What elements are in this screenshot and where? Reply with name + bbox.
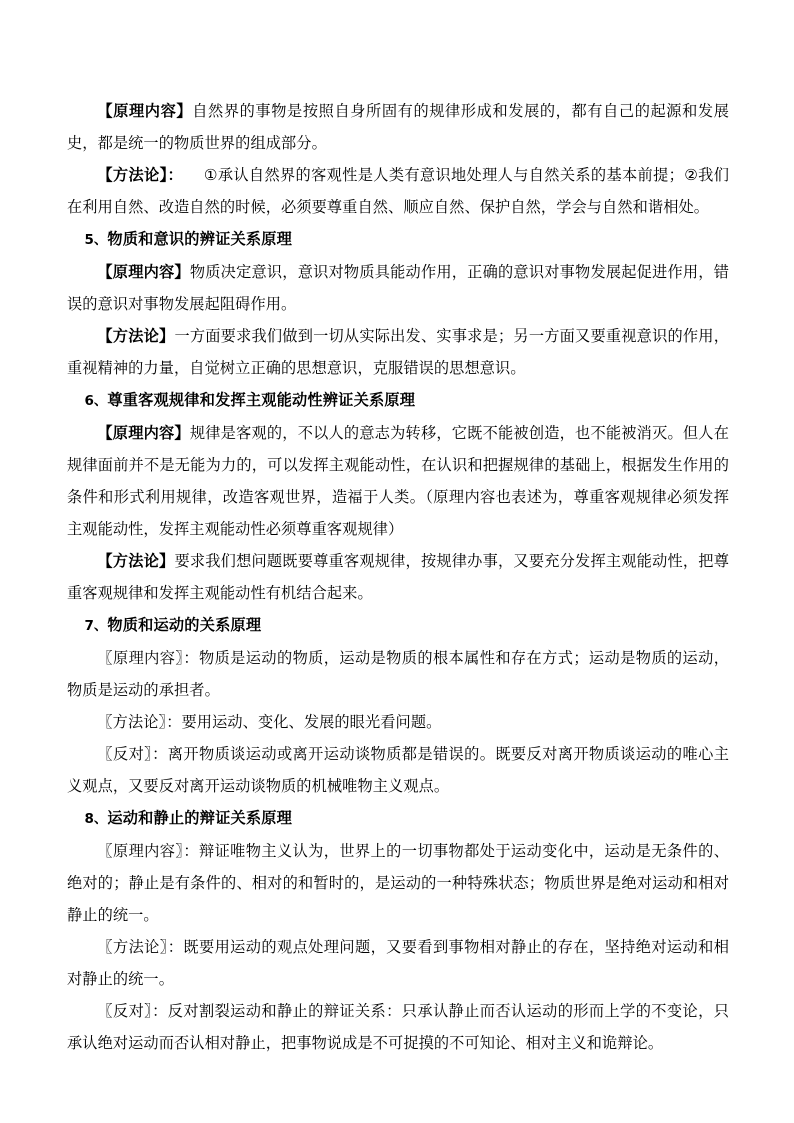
body-paragraph (67, 835, 729, 931)
paragraph-label: 【原理内容】 (97, 424, 190, 442)
paragraph-label: 【原理内容】 (97, 263, 190, 281)
paragraph-text: 物质决定意识，意识对物质具能动作用，正确的意识对事物发展起促进作用，错误的意识对事物发展起阻碍作用。 (67, 263, 729, 313)
section-number: 7、 (84, 618, 108, 634)
paragraph-label: 【方法论】： (97, 166, 184, 184)
paragraph-label: 【原理内容】 (97, 102, 193, 120)
section-number: 8、 (84, 811, 108, 827)
paragraph-label: 〖反对〗： (97, 1002, 168, 1020)
section-heading (67, 609, 729, 642)
paragraph-label: 〖反对〗： (97, 745, 168, 763)
section-number: 5、 (84, 232, 108, 248)
paragraph-label: 〖原理内容〗： (97, 842, 199, 860)
paragraph-text: 规律是客观的，不以人的意志为转移，它既不能被创造，也不能被消灭。但人在规律面前并不是无能为力的，可以发挥主观能动性，在认识和把握规律的基础上，根据发生作用的条件和形式利用规律，改造客观世界，造福于人类。（原理内容也表述为，尊重客观规律必须发挥主观能动性，发挥主观能动性必须尊重客观规律） (67, 424, 729, 538)
paragraph-text: 既要用运动的观点处理问题，又要看到事物相对静止的存在，坚持绝对运动和相对静止的统一。 (67, 938, 730, 988)
paragraph-text: 要求我们想问题既要尊重客观规律，按规律办事，又要充分发挥主观能动性，把尊重客观规律和发挥主观能动性有机结合起来。 (67, 552, 729, 602)
section-heading-text: 运动和静止的辩证关系原理 (107, 809, 293, 827)
body-paragraph (67, 320, 729, 384)
section-heading-text: 物质和运动的关系原理 (107, 616, 262, 634)
paragraph-text: 要用运动、变化、发展的眼光看问题。 (181, 713, 442, 731)
paragraph-text: 辩证唯物主义认为，世界上的一切事物都处于运动变化中，运动是无条件的、绝对的；静止是有条件的、相对的和暂时的，是运动的一种特殊状态；物质世界是绝对运动和相对静止的统一。 (67, 842, 729, 924)
section-heading (67, 802, 729, 835)
paragraph-text: 反对割裂运动和静止的辩证关系：只承认静止而否认运动的形而上学的不变论，只承认绝对运动而否认相对静止，把事物说成是不可捉摸的不可知论、相对主义和诡辩论。 (67, 1002, 729, 1052)
section-heading (67, 223, 729, 256)
body-paragraph (67, 738, 729, 802)
section-heading-text: 尊重客观规律和发挥主观能动性辨证关系原理 (107, 391, 416, 409)
body-paragraph (67, 417, 729, 545)
document-body (67, 95, 729, 1059)
body-paragraph (67, 159, 729, 223)
body-paragraph (67, 256, 729, 320)
paragraph-label: 〖原理内容〗： (97, 649, 199, 667)
paragraph-text: ①承认自然界的客观性是人类有意识地处理人与自然关系的基本前提；②我们在利用自然、改造自然的时候，必须要尊重自然、顺应自然、保护自然，学会与自然和谐相处。 (67, 166, 730, 216)
paragraph-text: 离开物质谈运动或离开运动谈物质都是错误的。既要反对离开物质谈运动的唯心主义观点，又要反对离开运动谈物质的机械唯物主义观点。 (67, 745, 729, 795)
paragraph-label: 〖方法论〗： (97, 713, 182, 731)
body-paragraph (67, 706, 729, 738)
paragraph-label: 【方法论】 (97, 327, 175, 345)
paragraph-label: 【方法论】 (97, 552, 175, 570)
body-paragraph (67, 931, 729, 995)
paragraph-text: 物质是运动的物质，运动是物质的根本属性和存在方式；运动是物质的运动，物质是运动的承担者。 (67, 649, 729, 699)
body-paragraph (67, 642, 729, 706)
paragraph-text: 一方面要求我们做到一切从实际出发、实事求是；另一方面又要重视意识的作用，重视精神的力量，自觉树立正确的思想意识，克服错误的思想意识。 (67, 327, 729, 377)
body-paragraph (67, 95, 729, 159)
section-heading (67, 384, 729, 417)
body-paragraph (67, 995, 729, 1059)
body-paragraph (67, 545, 729, 609)
paragraph-text: 自然界的事物是按照自身所固有的规律形成和发展的，都有自己的起源和发展史，都是统一的物质世界的组成部分。 (67, 102, 729, 152)
paragraph-label: 〖方法论〗： (97, 938, 184, 956)
section-heading-text: 物质和意识的辨证关系原理 (107, 230, 293, 248)
section-number: 6、 (84, 393, 108, 409)
